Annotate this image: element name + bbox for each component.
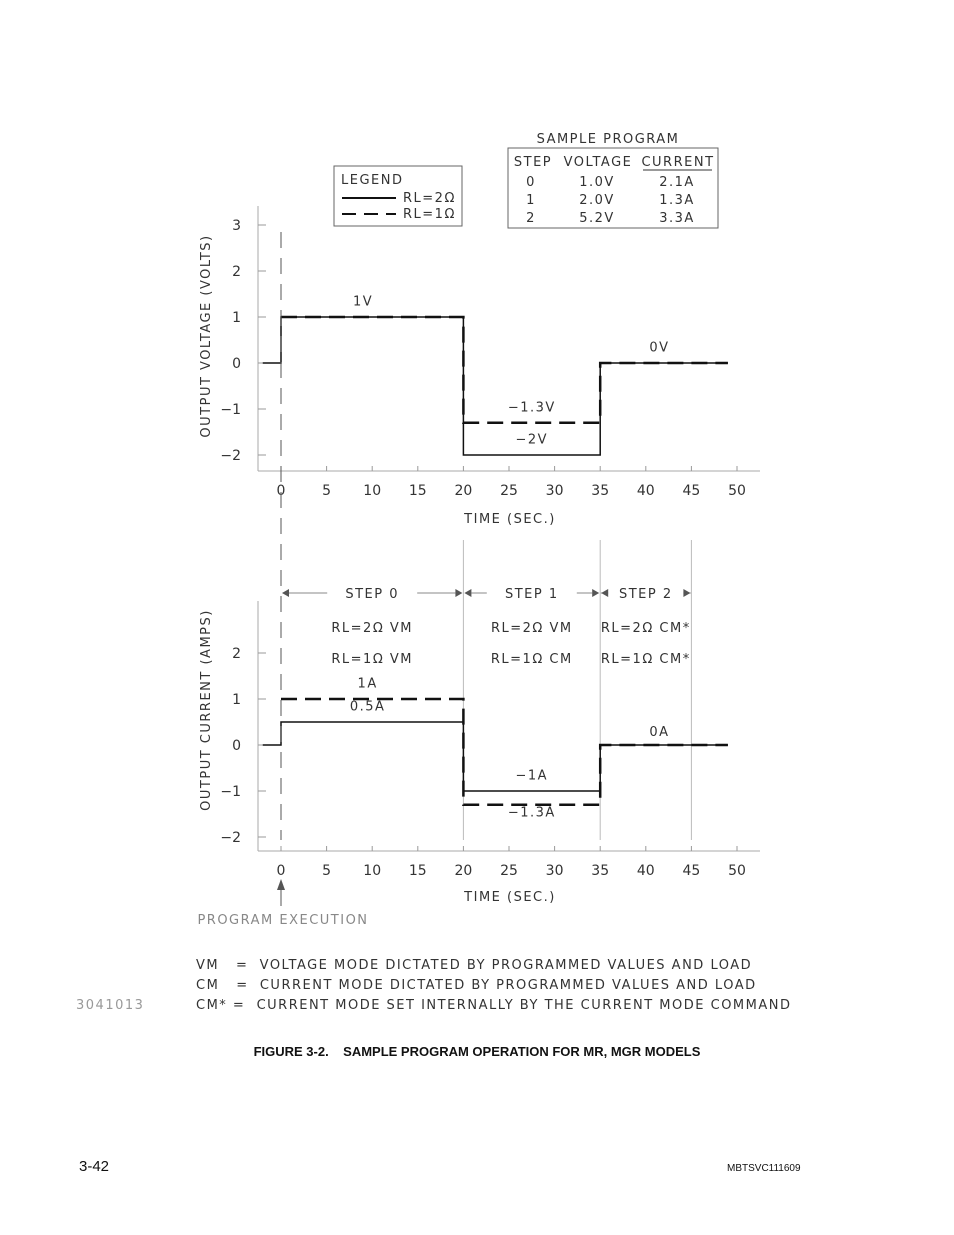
execution-arrow-head bbox=[277, 879, 285, 890]
data-label: −1.3A bbox=[507, 805, 556, 821]
sample-program-title: SAMPLE PROGRAM bbox=[536, 132, 680, 147]
y-axis-label: OUTPUT CURRENT (AMPS) bbox=[199, 609, 214, 811]
step-label: STEP 1 bbox=[504, 587, 559, 602]
data-label: 1A bbox=[357, 676, 378, 692]
table-cell: 2 bbox=[526, 211, 536, 226]
x-tick-label: 0 bbox=[276, 863, 286, 879]
current-chart bbox=[199, 540, 760, 905]
data-label: 0V bbox=[649, 340, 670, 356]
legend-title: LEGEND bbox=[341, 173, 404, 188]
data-label: −1A bbox=[515, 768, 549, 784]
x-tick-label: 30 bbox=[545, 483, 564, 499]
y-tick-label: −2 bbox=[220, 830, 241, 846]
page-number: 3-42 bbox=[79, 1158, 110, 1175]
x-tick-label: 40 bbox=[636, 483, 655, 499]
series-line-rl-2ohm bbox=[263, 317, 728, 455]
y-tick-label: 0 bbox=[232, 356, 241, 372]
y-tick-label: 1 bbox=[232, 310, 241, 326]
series-line-rl-1ohm bbox=[281, 317, 728, 423]
x-tick-label: 0 bbox=[276, 483, 286, 499]
step-mode-rl1: RL=1Ω CM bbox=[490, 652, 573, 667]
step-mode-rl2: RL=2Ω CM* bbox=[600, 621, 691, 636]
x-tick-label: 15 bbox=[408, 483, 427, 499]
x-tick-label: 50 bbox=[728, 863, 746, 879]
step-arrow-right bbox=[455, 589, 462, 597]
data-label: 0.5A bbox=[349, 699, 386, 715]
legend-label-dashed: RL=1Ω bbox=[403, 207, 456, 222]
x-tick-label: 15 bbox=[408, 863, 427, 879]
footnote: VM = VOLTAGE MODE DICTATED BY PROGRAMMED VALUES AND LOAD bbox=[196, 958, 753, 973]
x-tick-label: 5 bbox=[322, 863, 332, 879]
table-cell: 1.0V bbox=[579, 175, 615, 190]
footnote: CM* = CURRENT MODE SET INTERNALLY BY THE CURRENT MODE COMMAND bbox=[196, 998, 792, 1013]
x-axis-label: TIME (SEC.) bbox=[464, 512, 556, 527]
legend-label-solid: RL=2Ω bbox=[403, 191, 456, 206]
figure-caption: FIGURE 3-2. SAMPLE PROGRAM OPERATION FOR MR, MGR MODELS bbox=[253, 1044, 701, 1059]
x-tick-label: 35 bbox=[591, 863, 610, 879]
table-cell: 2.1A bbox=[659, 175, 695, 190]
step-arrow-left bbox=[464, 589, 471, 597]
step-mode-rl1: RL=1Ω VM bbox=[331, 652, 414, 667]
step-arrow-right bbox=[592, 589, 599, 597]
step-arrow-left bbox=[282, 589, 289, 597]
table-header-current: CURRENT bbox=[641, 155, 715, 170]
y-tick-label: 1 bbox=[232, 692, 241, 708]
table-cell: 0 bbox=[526, 175, 536, 190]
step-mode-rl2: RL=2Ω VM bbox=[331, 621, 414, 636]
data-label: 0A bbox=[649, 724, 670, 740]
program-execution-label: PROGRAM EXECUTION bbox=[197, 913, 369, 928]
y-tick-label: −1 bbox=[220, 784, 241, 800]
x-tick-label: 45 bbox=[682, 483, 701, 499]
y-tick-label: 2 bbox=[232, 264, 241, 280]
x-tick-label: 50 bbox=[728, 483, 746, 499]
y-tick-label: 0 bbox=[232, 738, 241, 754]
table-cell: 1 bbox=[526, 193, 536, 208]
legend bbox=[334, 166, 462, 226]
y-tick-label: −1 bbox=[220, 402, 241, 418]
footnote: CM = CURRENT MODE DICTATED BY PROGRAMMED VALUES AND LOAD bbox=[196, 978, 757, 993]
voltage-chart bbox=[199, 206, 760, 527]
x-tick-label: 45 bbox=[682, 863, 701, 879]
y-axis-label: OUTPUT VOLTAGE (VOLTS) bbox=[199, 234, 214, 438]
step-arrow-right bbox=[683, 589, 690, 597]
x-tick-label: 10 bbox=[363, 483, 382, 499]
step-arrow-left bbox=[601, 589, 608, 597]
x-tick-label: 35 bbox=[591, 483, 610, 499]
x-tick-label: 20 bbox=[454, 863, 473, 879]
step-label: STEP 0 bbox=[345, 587, 400, 602]
x-tick-label: 25 bbox=[500, 483, 518, 499]
table-cell: 2.0V bbox=[579, 193, 615, 208]
doc-id: MBTSVC111609 bbox=[727, 1163, 801, 1174]
figure-id: 3041013 bbox=[76, 998, 145, 1013]
x-tick-label: 30 bbox=[545, 863, 564, 879]
table-cell: 1.3A bbox=[659, 193, 695, 208]
step-mode-rl2: RL=2Ω VM bbox=[490, 621, 573, 636]
table-header-voltage: VOLTAGE bbox=[563, 155, 633, 170]
x-axis-label: TIME (SEC.) bbox=[464, 890, 556, 905]
x-tick-label: 40 bbox=[636, 863, 655, 879]
x-tick-label: 20 bbox=[454, 483, 473, 499]
data-label: −1.3V bbox=[507, 400, 556, 416]
data-label: −2V bbox=[515, 432, 549, 448]
sample-program-table bbox=[508, 132, 718, 228]
step-label: STEP 2 bbox=[618, 587, 673, 602]
footnotes bbox=[196, 958, 791, 1013]
data-label: 1V bbox=[352, 294, 374, 310]
step-mode-rl1: RL=1Ω CM* bbox=[600, 652, 691, 667]
table-cell: 5.2V bbox=[579, 211, 615, 226]
table-cell: 3.3A bbox=[659, 211, 695, 226]
x-tick-label: 25 bbox=[500, 863, 518, 879]
table-header-step: STEP bbox=[513, 155, 553, 170]
x-tick-label: 10 bbox=[363, 863, 382, 879]
x-tick-label: 5 bbox=[322, 483, 332, 499]
y-tick-label: 3 bbox=[232, 218, 241, 234]
y-tick-label: 2 bbox=[232, 646, 241, 662]
series-line-rl-1ohm bbox=[281, 699, 728, 805]
y-tick-label: −2 bbox=[220, 448, 241, 464]
